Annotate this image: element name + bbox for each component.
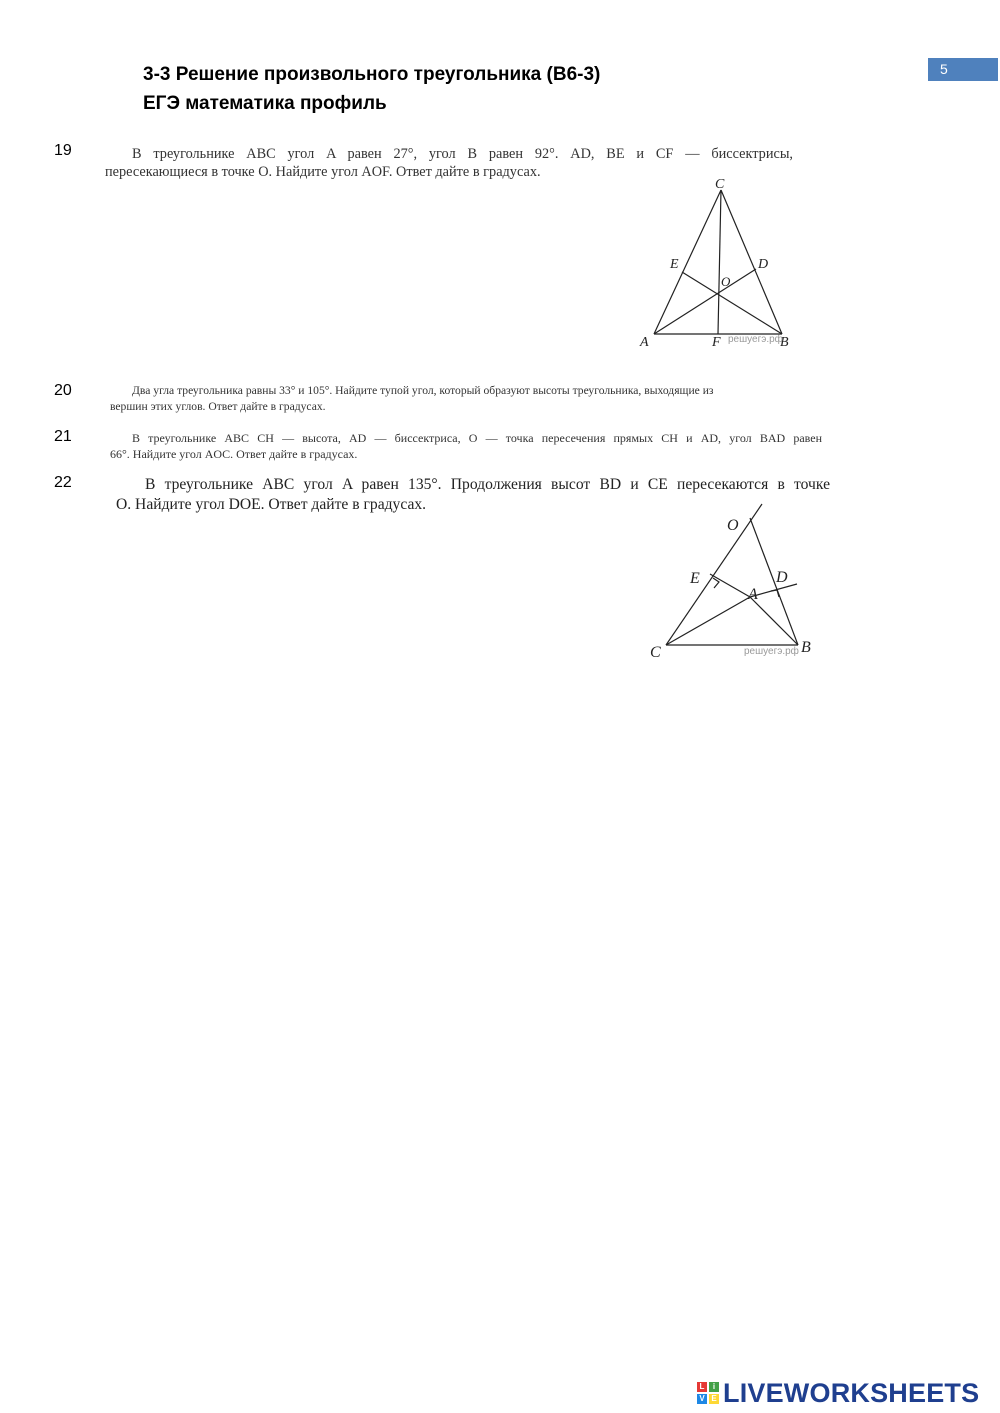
bisector-cf bbox=[718, 190, 721, 334]
problem-22-line-1: В треугольнике ABC угол A равен 135°. Продолжения высот BD и CE пересекаются в точке bbox=[145, 476, 830, 493]
problem-number-21: 21 bbox=[54, 428, 72, 445]
label-f: F bbox=[712, 335, 721, 350]
right-angle-mark-d bbox=[771, 590, 779, 597]
obtuse-triangle-altitudes-figure bbox=[640, 500, 830, 665]
label-b: B bbox=[780, 335, 789, 350]
right-angle-mark-e bbox=[713, 578, 719, 588]
page-number-badge: 5 bbox=[928, 58, 998, 81]
problem-20-line-1: Два угла треугольника равны 33° и 105°. Найдите тупой угол, который образуют высоты треугольника, выходящие из bbox=[132, 384, 714, 397]
label-b: B bbox=[801, 639, 811, 656]
label-d: D bbox=[758, 257, 769, 272]
logo-tile: L bbox=[697, 1382, 707, 1392]
liveworksheets-icon bbox=[697, 1382, 719, 1404]
watermark: решуегэ.рф bbox=[728, 334, 783, 345]
liveworksheets-logo bbox=[697, 1377, 979, 1409]
label-e: E bbox=[690, 570, 700, 587]
worksheet-title bbox=[143, 60, 600, 118]
line-co-through-e bbox=[666, 504, 762, 645]
problem-21-line-1: В треугольнике ABC CH — высота, AD — биссектриса, O — точка пересечения прямых CH и AD, угол BAD равен bbox=[132, 431, 822, 445]
liveworksheets-wordmark: LIVEWORKSHEETS bbox=[723, 1377, 980, 1408]
title-line-2: ЕГЭ математика профиль bbox=[143, 93, 387, 114]
label-c: C bbox=[715, 177, 725, 192]
triangle-bisectors-figure bbox=[630, 172, 810, 354]
problem-19-line-1: В треугольнике ABC угол A равен 27°, угол B равен 92°. AD, BE и CF — биссектрисы, bbox=[132, 146, 793, 162]
side-bc bbox=[721, 190, 782, 334]
problem-21-text bbox=[110, 430, 822, 462]
label-c: C bbox=[650, 644, 661, 661]
label-e: E bbox=[670, 257, 679, 272]
label-o: O bbox=[721, 274, 731, 289]
problem-number-19: 19 bbox=[54, 142, 72, 159]
side-ab bbox=[750, 597, 798, 645]
side-ca bbox=[666, 597, 750, 645]
problem-number-22: 22 bbox=[54, 474, 72, 491]
line-bo-through-d bbox=[750, 518, 798, 645]
label-a: A bbox=[748, 586, 758, 603]
logo-tile: E bbox=[709, 1394, 719, 1404]
problem-20-line-2: вершин этих углов. Ответ дайте в градусах. bbox=[110, 400, 326, 413]
problem-19-line-2: пересекающиеся в точке O. Найдите угол AOF. Ответ дайте в градусах. bbox=[105, 164, 541, 180]
logo-tile: i bbox=[709, 1382, 719, 1392]
label-a: A bbox=[640, 335, 649, 350]
bisector-be bbox=[682, 272, 782, 334]
label-d: D bbox=[776, 569, 788, 586]
watermark: решуегэ.рф bbox=[744, 646, 799, 657]
label-o: O bbox=[727, 517, 739, 534]
logo-tile: V bbox=[697, 1394, 707, 1404]
title-line-1: 3-3 Решение произвольного треугольника (В6-3) bbox=[143, 64, 601, 85]
problem-20-text bbox=[110, 383, 816, 415]
problem-21-line-2: 66°. Найдите угол AOC. Ответ дайте в градусах. bbox=[110, 447, 358, 461]
problem-22-line-2: O. Найдите угол DOE. Ответ дайте в градусах. bbox=[116, 496, 427, 513]
problem-number-20: 20 bbox=[54, 382, 72, 399]
